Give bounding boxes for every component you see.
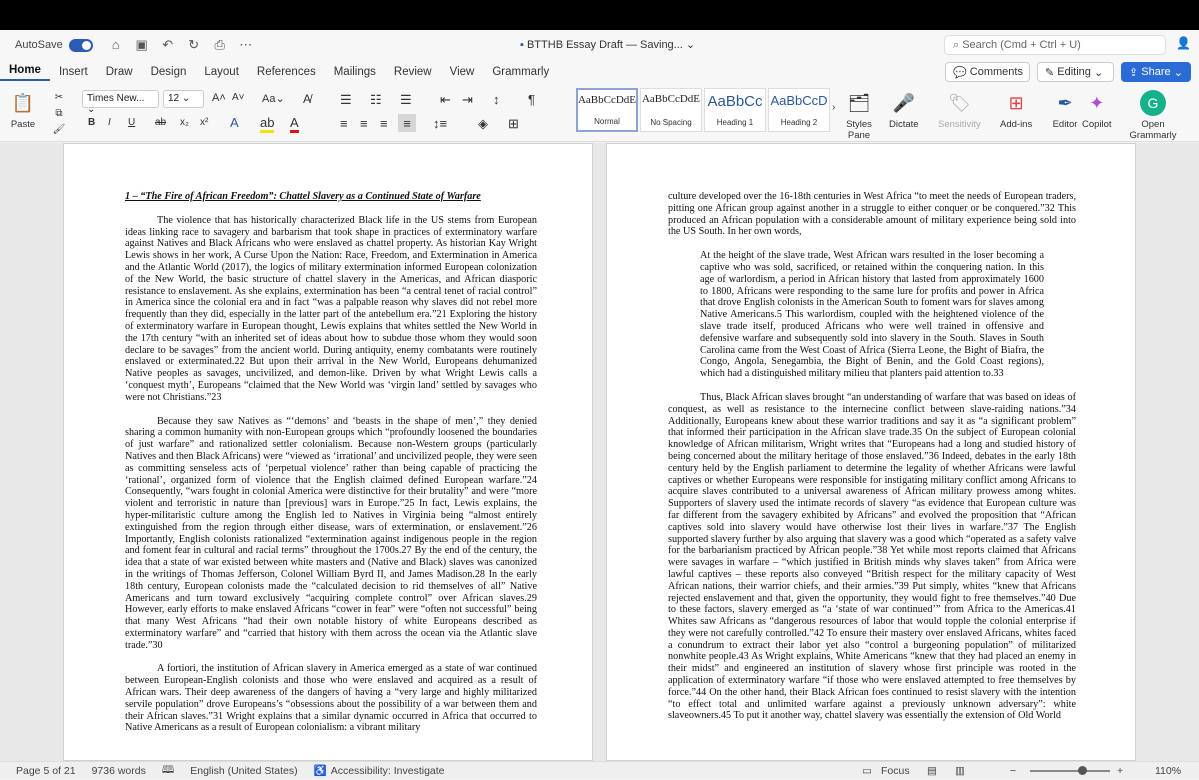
- sensitivity-icon: 🏷: [947, 92, 971, 113]
- page-count[interactable]: Page 5 of 21: [16, 764, 76, 777]
- zoom-slider[interactable]: [1030, 770, 1110, 772]
- italic-icon[interactable]: I: [108, 117, 111, 128]
- focus-icon: ▭: [862, 764, 872, 777]
- status-bar: [0, 761, 1199, 779]
- style-no-spacing[interactable]: AaBbCcDdE No Spacing: [640, 88, 702, 132]
- autosave-label: AutoSave: [15, 39, 63, 51]
- subscript-icon[interactable]: x₂: [180, 117, 189, 128]
- home-icon[interactable]: ⌂: [111, 37, 120, 52]
- style-normal[interactable]: AaBbCcDdE Normal: [576, 88, 638, 132]
- search-input[interactable]: ⌕ Search (Cmd + Ctrl + U): [944, 35, 1166, 55]
- grammarly-button[interactable]: G Open Grammarly: [1130, 90, 1176, 141]
- strikethrough-icon[interactable]: ab: [155, 117, 167, 128]
- save-icon[interactable]: ▣: [135, 37, 148, 52]
- zoom-in-icon[interactable]: +: [1117, 764, 1124, 777]
- align-center-icon[interactable]: ≡: [360, 116, 368, 131]
- multilevel-list-icon[interactable]: ☰: [400, 92, 412, 107]
- addins-button[interactable]: ⊞ Add-ins: [1000, 90, 1032, 130]
- word-count[interactable]: 9736 words: [91, 764, 146, 777]
- copilot-icon: ✦: [1089, 92, 1105, 113]
- top-black-bar: [0, 0, 1199, 30]
- align-left-icon[interactable]: ≡: [340, 116, 348, 131]
- tab-insert[interactable]: Insert: [58, 66, 88, 78]
- pencil-icon: ✎: [1045, 66, 1058, 79]
- profile-icon[interactable]: 👤: [1176, 36, 1191, 50]
- microphone-icon: 🎤: [892, 92, 915, 113]
- shading-icon[interactable]: ◈: [478, 116, 488, 131]
- tab-home[interactable]: Home: [0, 64, 50, 81]
- sort-icon[interactable]: ↕: [493, 92, 500, 107]
- tab-design[interactable]: Design: [150, 66, 187, 78]
- accessibility-status[interactable]: Accessibility: Investigate: [330, 764, 445, 777]
- proofing-icon[interactable]: 🕮: [161, 763, 175, 776]
- zoom-out-icon[interactable]: −: [1010, 764, 1017, 777]
- style-heading-2[interactable]: AaBbCcD Heading 2: [768, 88, 830, 132]
- paragraph: culture developed over the 16-18th centuries in West Africa “to meet the needs of European traders, pitting one African group against another in a struggle to either conquer or be conquered.”32 This produced an African population with a considerable amount of military experience being sold into the US South. In her own words,: [668, 191, 1076, 238]
- paragraph: Because they saw Natives as “‘demons’ and ‘beasts in the shape of men’,” they denied sharing a common humanity with non-European groups which “profoundly loosened the boundaries of just warfare” and rationalized settler colonialism. Because non-Western groups (particularly Natives and then Black Africans) were “viewed as ‘irrational’ and uncivilized people, they were seen as committing senseless acts of ‘perpetual violence’ rather than being capable of practicing the ‘rational’, organized form of violence that the English claimed defined European warfare.”24 Consequently, “wars fought in colonial America were distinctive for their brutality” and were “more violent and terroristic in nature than [previous] wars in Europe.”25 In fact, Lewis explains, the hyper-militaristic culture among the English led to Natives in Virginia being “almost entirely extinguished from the region through either disease, wars of extermination, or enslavement.”26 Importantly, English colonists rationalized “extermination against indigenous people in the region and foment fear in cultural and racial terms” throughout the 1700s.27 By the end of the century, the idea that a state of war existed between white masters and (Native and Black) slaves was canonized in the writings of Thomas Jefferson, Colonel William Byrd II, and James Madison.28 In the early 18th century, European colonists made the “calculated decision to rid themselves of all” Native Americans and turn toward exclusively “acquiring complete control” over African slaves.29 However, early efforts to make enslaved Africans “cower in fear” were “often not successful” being that many West Africans “had their own notable history of white Europeans described as exterminatory warfare” and “carried that history with them across the ocean via the Atlantic slave trade.”30: [125, 415, 537, 651]
- change-case-icon[interactable]: Aa⌄: [262, 93, 285, 105]
- tab-draw[interactable]: Draw: [105, 66, 133, 78]
- ribbon: [0, 84, 1199, 142]
- styles-pane-icon: 🗂: [847, 92, 871, 113]
- zoom-level[interactable]: 110%: [1155, 764, 1182, 777]
- underline-icon[interactable]: U: [128, 117, 136, 128]
- search-icon: ⌕: [953, 39, 963, 51]
- page-left[interactable]: [63, 143, 593, 761]
- comments-button[interactable]: 💬 Comments: [945, 62, 1030, 82]
- share-button[interactable]: ⇪ Share ⌄: [1121, 62, 1191, 82]
- tab-references[interactable]: References: [256, 66, 316, 78]
- redo-icon[interactable]: ↻: [188, 37, 200, 52]
- bullets-icon[interactable]: ☰: [340, 92, 352, 107]
- document-title[interactable]: ▪ BTTHB Essay Draft — Saving... ⌄: [520, 39, 696, 51]
- copy-icon[interactable]: ⧉: [55, 107, 63, 119]
- language-status[interactable]: English (United States): [190, 764, 298, 777]
- undo-icon[interactable]: ↶: [162, 37, 174, 52]
- sensitivity-button[interactable]: 🏷 Sensitivity: [938, 90, 981, 130]
- text-effects-icon[interactable]: A: [230, 115, 239, 130]
- styles-pane-button[interactable]: 🗂 Styles Pane: [842, 90, 876, 141]
- paragraph: A fortiori, the institution of African slavery in America emerged as a state of war continued between European-English colonists and those who were enslaved and acquired as a result of African wars. Their deep awareness of the dangers of having a “very large and highly militarized servile population” drove Europeans’s “obsessions about the possibility of a war between them and their African slaves.”31 Wright explains that a similar dynamic occurred in Africa that occurred to Native Americans as a result of European colonialism: a vibrant military: [125, 663, 537, 734]
- tab-mailings[interactable]: Mailings: [333, 66, 376, 78]
- format-painter-icon[interactable]: 🖌: [52, 123, 66, 135]
- document-canvas[interactable]: [0, 143, 1199, 761]
- justify-icon[interactable]: ≡: [398, 114, 416, 132]
- tab-view[interactable]: View: [449, 66, 475, 78]
- grow-font-icon[interactable]: A˄: [212, 92, 226, 104]
- font-size-select[interactable]: 12 ⌄: [163, 90, 204, 108]
- pilcrow-icon[interactable]: ¶: [528, 92, 535, 107]
- title-bar: [0, 30, 1199, 60]
- bold-icon[interactable]: B: [88, 117, 96, 128]
- clipboard-icon: 📋: [11, 92, 35, 113]
- style-heading-1[interactable]: AaBbCc Heading 1: [704, 88, 766, 132]
- borders-icon[interactable]: ⊞: [508, 116, 519, 131]
- section-heading: 1 – “The Fire of African Freedom”: Chattel Slavery as a Continued State of Warfare: [125, 191, 481, 202]
- superscript-icon[interactable]: x²: [200, 117, 209, 128]
- autosave-toggle[interactable]: [69, 39, 93, 52]
- editor-button[interactable]: ✒ Editor: [1052, 90, 1078, 130]
- tab-review[interactable]: Review: [393, 66, 432, 78]
- line-spacing-icon[interactable]: ↕≡: [433, 116, 448, 131]
- share-icon: ⇪: [1129, 66, 1142, 79]
- dictate-button[interactable]: 🎤 Dictate: [889, 90, 919, 130]
- page-right[interactable]: [606, 143, 1136, 761]
- grammarly-icon: G: [1140, 90, 1166, 116]
- tab-grammarly[interactable]: Grammarly: [492, 66, 550, 78]
- numbering-icon[interactable]: ☷: [370, 92, 382, 107]
- print-layout-icon[interactable]: ▤: [927, 764, 937, 777]
- print-icon[interactable]: ⎙: [214, 37, 225, 52]
- highlight-icon[interactable]: ab: [260, 115, 274, 133]
- web-layout-icon[interactable]: ▥: [955, 764, 965, 777]
- clear-format-icon[interactable]: A̸: [303, 92, 312, 106]
- editing-button[interactable]: ✎ Editing ⌄: [1037, 62, 1114, 82]
- comment-icon: 💬: [953, 66, 970, 79]
- font-color-icon[interactable]: A: [290, 115, 299, 133]
- paste-button[interactable]: 📋 Paste: [10, 90, 36, 130]
- more-icon[interactable]: ⋯: [239, 37, 253, 52]
- paragraph: Thus, Black African slaves brought “an understanding of warfare that was based on ideas of conquest, as well as resistance to the internecine conflict between slave-raiding nations.”34 Additionally, Europeans knew about these warrior traditions and say it as “a significant problem” that informed their participation in the African slave trade.35 On the subject of European colonial knowledge of African militarism, Wright writes that “Europeans had a long and studied history of being concerned about the military heritage of those enslaved.”36 Indeed, debates in the early 18th century held by the English parliament to determine the legality of whether Africans were lawful captives or whether Europeans were responsible for instigating military conflict among Africans to acquire slaves contributed to a universal awareness of African military prowess among whites. Supporters of slavery used the intimate records of slavery “as evidence that European culture was far different from the savagery exhibited by Africans” and evolved the proposition that “African captives sold into slavery would have otherwise lost their lives in warfare.”37 The English supported slavery further by also arguing that slavery was a good which “operated as a safety valve for the barbarianism practiced by African people.”38 Yet while most reports claimed that Africans were savages in warfare – “which justified in British minds why slaves taken” from Africa were lawful captives – these reports also conveyed “British respect for the military capacity of West African nations, their warrior chiefs, and their armies.”39 Put simply, whites “knew that Africans rejected enslavement and that, given the opportunity, they would fight to free themselves.”40 Due to these factors, slavery emerged as “a ‘state of war continued’” from Africa to the Americas.41 Whites saw Africans as “dangerous resources of labor that would topple the colonial enterprise if they were not carefully controlled.”42 To ensure their mastery over enslaved Africans, whites faced a conundrum to extract their labor yet also “control a burgeoning population” of militarized nonwhite people.43 As Wright explains, White Americans “knew that they had placed an enemy in their midst” and engineered an institution of slavery whose first principle was rooted in the application of exterminatory warfare “if those who were enslaved attempted to free themselves by force.”44 On the other hand, their Black African foes continued to resist slavery with the intention “to effect total and unlimited warfare against a previously unknown adversary”: white slaveowners.45 To put it another way, chattel slavery was essentially the extension of Old World: [668, 391, 1076, 722]
- block-quote: At the height of the slave trade, West African wars resulted in the loser becoming a captive who was sold, sacrificed, or retained within the conquering nation. In this age of warlordism, a period in African history that lasted from approximately 1600 to 1800, Africans were responding to the same lure for profits and power in Africa that drove English colonists in the American South to foment wars for slaves among Native Americans.5 This warlordism, coupled with the heightened violence of the slave trade itself, produced Africans who were well trained in offensive and defensive warfare and subsequently sold into slavery in the South. Slaves in South Carolina came from the West Coast of Africa (Sierra Leone, the Bight of Biafra, the Congo, Angola, Senegambia, the Bight of Benin, and the Gold Coast regions), which had a distinguished military milieu that planters paid attention to.33: [700, 250, 1044, 380]
- font-name-select[interactable]: Times New... ⌄: [82, 90, 159, 108]
- shrink-font-icon[interactable]: A˅: [232, 92, 245, 103]
- accessibility-icon: ♿: [313, 765, 327, 777]
- increase-indent-icon[interactable]: ⇥: [462, 92, 473, 107]
- tab-layout[interactable]: Layout: [204, 66, 239, 78]
- align-right-icon[interactable]: ≡: [380, 116, 388, 131]
- editor-icon: ✒: [1057, 92, 1073, 113]
- zoom-slider-handle[interactable]: [1078, 766, 1087, 775]
- decrease-indent-icon[interactable]: ⇤: [440, 92, 451, 107]
- paragraph: The violence that has historically characterized Black life in the US stems from European ideas linking race to savagery and barbarism that took shape in practices of exterminatory warfare against Natives and Black Africans who were enslaved as chattel property. As historian Kay Wright Lewis shows in her work, A Curse Upon the Nation: Race, Freedom, and Extermination in America and the Atlantic World (2017), the logics of military extermination informed European colonization of the New World, the basic structure of chattel slavery in the Americas, and African diasporic resistance to enslavement. As she explains, extermination has been “a central tenet of racial control” in America since the colonial era and in fact “was a palpable reason why slaves did not rebel more frequently than they did, especially in the latter part of the antebellum era.”21 Exploring the history of exterminatory warfare in European thought, Lewis explains that whites settled the New World in the 17th century “with an inherited set of ideas about how to subdue those whom they would soon declare to be savages” from the ancient world. During antiquity, enemy combatants were routinely enslaved or exterminated.22 But upon their arrival in the New World, Europeans dehumanized Native peoples as savages, uncivilized, and demon-like. Driven by what Wright Lewis calls a ‘conquest myth’, Europeans “claimed that the New World was ‘virgin land’ settled by savages who were not Christians.”23: [125, 214, 537, 403]
- copilot-button[interactable]: ✦ Copilot: [1082, 90, 1112, 130]
- focus-button[interactable]: Focus: [881, 764, 910, 777]
- cut-icon[interactable]: ✂: [54, 91, 64, 103]
- styles-gallery-more-icon[interactable]: ›: [832, 102, 836, 113]
- addins-icon: ⊞: [1008, 92, 1024, 113]
